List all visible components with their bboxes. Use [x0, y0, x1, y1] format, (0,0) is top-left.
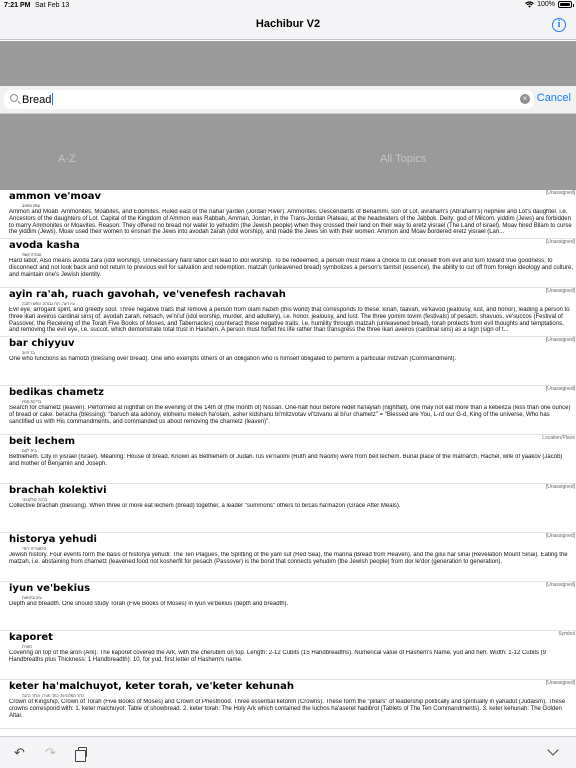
app-title: Hachibur V2 — [255, 18, 321, 30]
entry-definition: Jewish history. Four events form the basis of historya yehudi: The Ten Plagues, the Splitting of the yam suf (Red Sea), the manna (Bread from Heaven), and the gilui har sinai (Revelation Mount Sinai). Eating the matzah, i.e. abstaining from chametz (leavened food not kosherfit for pesach (Passover) is the bond that connects yehudim (the Jewish people) from dor le'dor (generation to generation). — [9, 552, 568, 565]
entry-term: iyun ve'bekius — [9, 583, 91, 594]
list-item[interactable] — [0, 337, 576, 386]
entry-category: [Unassigned] — [545, 337, 575, 343]
entry-category: [Unassigned] — [545, 533, 575, 539]
entry-definition: Hard labor. Also means avoda zara (idol worship). Unnecessary hard labor can lead to idol worship. To be redeemed, a person must make a choice to cut oneself from evil and turn toward true goodness; to disconnect and not look back and not return to previous evil for salvation and redemption. matzah (unleavened bread) symbolizes a person's tamtsit (essence), the ability to cut off from foreign ideology and culture, and maintain one's Jewish identity. — [9, 258, 574, 278]
list-item[interactable] — [0, 582, 576, 631]
status-right — [525, 1, 572, 8]
entry-term: ammon ve'moav — [9, 191, 101, 202]
entry-category: [Unassigned] — [545, 190, 575, 196]
search-input[interactable] — [22, 93, 53, 107]
keyboard-toolbar — [0, 736, 576, 768]
navigation-bar — [0, 12, 576, 40]
dim-overlay[interactable] — [0, 41, 576, 190]
undo-icon[interactable]: ↶ — [14, 745, 25, 760]
redo-icon[interactable]: ↷ — [45, 745, 56, 760]
entry-term: brachah kolektivi — [9, 485, 107, 496]
entry-definition: Evil eye, arrogant spirit, and greedy soul. Three negative traits that remove a person from olam hazeh (this world) that corresponds to these: kinah, taavah, ve'kavod (jealousy, lust, and honor), leading a person to three ikari aveiros cardinal sins) of: avodah zarah, retsach, ve'ni'uf (idol worship, murder, and adultery), i.e. honor, jealousy, and lust. The three yomim tovim (festivals) of pesach, shavuos, ve'succos (Festival of Passover, the Receiving of the Torah Five Books of Moses, and Tabernacles) counteract these negative traits. i.e. humility through matzah (unleavened bread), torah protects from evil thoughts and temptations, and removing the evil eye, i.e. succot, which demonstrate total trust in Hashem. A person must forfeit his life rather than transgress the three ikari aveiros (cardinal sins) as a sign (sign of t... — [9, 307, 570, 334]
entry-term: bar chiyyuv — [9, 338, 75, 349]
entry-hebrew: בדיקת חמץ — [22, 399, 42, 404]
entry-hebrew: בית לחם — [22, 448, 37, 453]
entry-hebrew: עמון ומואב — [22, 203, 40, 208]
entry-term: keter ha'malchuyot, keter torah, ve'keter kehunah — [9, 681, 295, 692]
tab-all-topics[interactable]: All Topics — [380, 153, 427, 165]
entry-category: [Unassigned] — [545, 582, 575, 588]
search-bar — [0, 86, 576, 114]
entry-hebrew: ברכה קולקטיבי — [22, 497, 47, 502]
status-date: Sat Feb 13 — [35, 2, 70, 9]
results-list[interactable] — [0, 190, 576, 736]
battery-percent: 100% — [537, 1, 555, 8]
entry-hebrew: עין רעה, רוח גבוהה, ונפש רחבה — [22, 301, 75, 306]
list-item[interactable] — [0, 533, 576, 582]
entry-definition: One who functions as hamotzi (blessing over bread). One who exempts others of an obligation who is himself obligated to perform a particular mitzvah (Commandment). — [9, 356, 457, 362]
entry-hebrew: כפורת — [22, 644, 33, 649]
text-cursor — [52, 93, 53, 105]
entry-category: Location/Place — [542, 435, 575, 441]
entry-hebrew: עיון ובקיאות — [22, 595, 42, 600]
entry-term: kaporet — [9, 632, 53, 643]
entry-term: ayin ra'ah, ruach gavohah, ve'venefesh rachavah — [9, 289, 286, 300]
entry-definition: Depth and breadth. One should study Torah (Five Books of Moses) in iyun ve'bekius (depth and breadth). — [9, 601, 289, 607]
dismiss-keyboard-icon[interactable] — [549, 743, 557, 757]
search-query-text: Bread — [22, 94, 52, 106]
entry-category: Symbol — [558, 631, 575, 637]
list-item[interactable] — [0, 484, 576, 533]
entry-hebrew: היסטוריה יהודי — [22, 546, 47, 551]
wifi-icon — [525, 1, 534, 8]
entry-definition: Covering on top of the aron (Ark). The kaporet covered the Ark, with the cherubim on top. Length: 2-12 Cubits (15 Handbreadths). Numerical value of Hashem's Name, yud and heh. Width: 1-12 Cubits (9 Handbreaths plus Thickness: 1 Handbreadth): 10, for yud, first letter of Hashem's name. — [9, 650, 546, 663]
entry-category: [Unassigned] — [545, 386, 575, 392]
entry-definition: Ammon and Moab. Ammonites, Moabites, and Edomites. Ruled east of the nahar yarden (Jordan River). Ammorites: Descendants of Benammi, son of Lot, avraham's (Abraham's) nephew and Lot's daughter. i.e. Ancestors of the daughters of Lot. Capital of the Kingdom of Ammon was Rabbah, Amman, Jordan, in the Trans-Jordan Plateau, at the headwaters of the Jabbok. Deity: god of Milcom. yiddim (Jews) are forbidden to marry Ammonites or Moavites. Reason: They offered no bread nor water to yehudim (the Jewish people) when they crossed their land on their way to eretz yisrael (The Land of israel). Moav hired Bilam to curse the yiddim (Jews). Moav used their women to ensnarl the Jews into avodah zarah (idol worship), and made the Jews sin with their women. Ammon and Moav bordered eretz yisrael (Lan... — [9, 209, 572, 236]
entry-category: [Unassigned] — [545, 680, 575, 686]
list-item[interactable] — [0, 680, 576, 729]
info-icon[interactable]: i — [552, 18, 566, 32]
paste-icon[interactable] — [78, 747, 87, 757]
entry-category: [Unassigned] — [545, 484, 575, 490]
tab-a-z[interactable]: A-Z — [58, 153, 76, 165]
entry-category: [Unassigned] — [545, 288, 575, 294]
status-bar — [0, 0, 576, 12]
list-item[interactable] — [0, 386, 576, 435]
entry-hebrew: בר חיוב — [22, 350, 35, 355]
cancel-button[interactable]: Cancel — [536, 92, 571, 104]
battery-icon — [558, 1, 572, 8]
entry-definition: Bethlehem. City in yisrael (Israel). Meaning: House of bread. Known as Bethlehem of Judah. rus ve'naomi (Ruth and Naomi) were from beit lechem. Burial place of the matriarch, Rachel, wife of yaakov (Jacob) and mother of Benjamin and Joseph. — [9, 454, 563, 467]
list-item[interactable] — [0, 190, 576, 239]
list-item[interactable] — [0, 435, 576, 484]
clear-search-icon[interactable]: × — [520, 94, 530, 104]
entry-term: avoda kasha — [9, 240, 80, 251]
list-item[interactable] — [0, 239, 576, 288]
entry-category: [Unassigned] — [545, 239, 575, 245]
entry-term: bedikas chametz — [9, 387, 104, 398]
list-item[interactable] — [0, 631, 576, 680]
entry-definition: Crown of Kingship, Crown of Torah (Five Books of Moses) and Crown of Priesthood. Three essential ketorim (Crowns). These form the "pillars" of leadership politically and spiritually in yahadut (Judaism). These crowns correspond with: 1. keter malchuyot: Table of showbread. 2. keter torah: The Holy Ark which contained the luchos ha'aseret hadibrot (Tablets of The Ten Commandments). 3. keter kehunah: The Golden Altar. — [9, 699, 566, 719]
entry-definition: Collective brachah (blessing). When three or more eat lechem (bread) together, a leader "summons" others to bircas ha'mazon (Grace After Meals). — [9, 503, 401, 509]
search-icon — [10, 94, 18, 102]
entry-hebrew: עבודה קשה — [22, 252, 42, 257]
entry-term: historya yehudi — [9, 534, 97, 545]
entry-hebrew: כתר המלכויות, כתר תורה, וכתר כהנה — [22, 693, 85, 698]
list-item[interactable] — [0, 288, 576, 337]
status-time: 7:21 PM — [4, 2, 31, 9]
search-field[interactable] — [4, 90, 534, 109]
entry-definition: Search for chametz (leaven). Performed at nightfall on the evening of the 14th of (the month of) Nissan. One-half hour before redet ha'laylah (nightfall), one may not eat more than a kebeitza (less than one ounce) of bread or cake. beracha (blessing): "baruch ata adonoy, eloheinu melech ha'olam, asher kidshanu bi'mitzvotav vi'tzivanu al bi'ur chametz" = "Blessed are You, L-rd our G-d, King of the universe, Who has sanctified us with His commandments, and commanded us about removing the chametz (leaven)". — [9, 405, 571, 425]
entry-term: beit lechem — [9, 436, 76, 447]
